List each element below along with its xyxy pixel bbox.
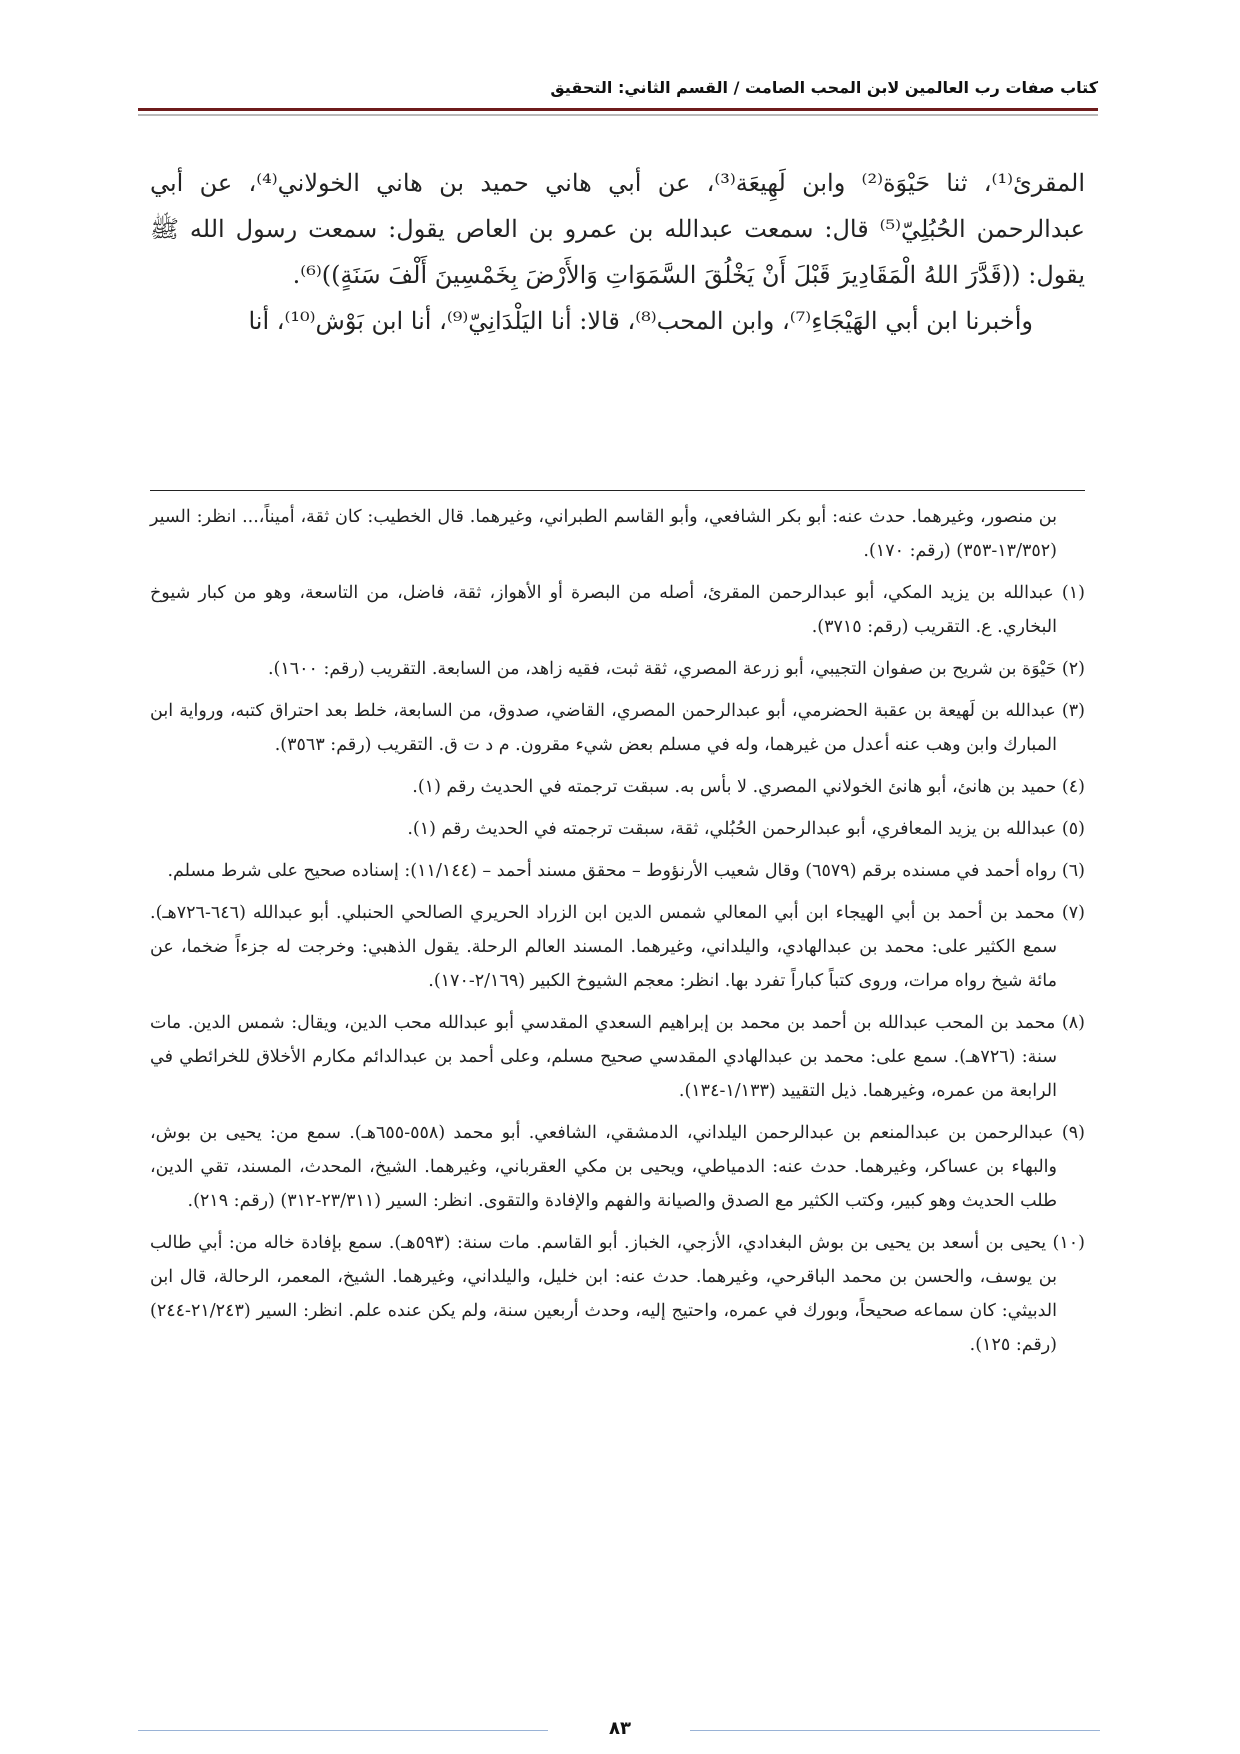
footnote-1: (١) عبدالله بن يزيد المكي، أبو عبدالرحمن المقرئ، أصله من البصرة أو الأهواز، ثقة، فاضل، من التاسعة، وهو من كبار شيوخ البخاري. ع. التقريب (رقم: ٣٧١٥). (150, 583, 1085, 637)
footnote-9: (٩) عبدالرحمن بن عبدالمنعم بن عبدالرحمن اليلداني، الدمشقي، الشافعي. أبو محمد (٥٥٨-٦٥٥هـ). سمع من: يحيى بن بوش، والبهاء بن عساكر، وغيرهما. حدث عنه: الدمياطي، ويحيى بن مكي العقرباني، وغيرهما. الشيخ، المحدث، المسند، تقي الدين، طلب الحديث وهو كبير، وكتب الكثير مع الصدق والصيانة والفهم والإفادة والتقوى. انظر: السير (٢٣/٣١١-٣١٢) (رقم: ٢١٩). (150, 1123, 1085, 1211)
footnote-6: (٦) رواه أحمد في مسنده برقم (٦٥٧٩) وقال شعيب الأرنؤوط – محقق مسند أحمد – (١١/١٤٤): إسناده صحيح على شرط مسلم. (167, 861, 1085, 881)
footnote-4: (٤) حميد بن هانئ، أبو هانئ الخولاني المصري. لا بأس به. سبقت ترجمته في الحديث رقم (١). (412, 777, 1085, 797)
page-number: ٨٣ (609, 1718, 631, 1739)
footnote-8: (٨) محمد بن المحب عبدالله بن أحمد بن محمد بن إبراهيم السعدي المقدسي أبو عبدالله محب الدين، ويقال: شمس الدين. مات سنة: (٧٢٦هـ). سمع على: محمد بن عبدالهادي المقدسي صحيح مسلم، وعلى أحمد بن عبدالدائم مكارم الأخلاق للخرائطي في الرابعة من عمره، وغيرهما. ذيل التقييد (١/١٣٣-١٣٤). (150, 1013, 1085, 1101)
footnote-2: (٢) حَيْوَة بن شريح بن صفوان التجيبي، أبو زرعة المصري، ثقة ثبت، فقيه زاهد، من السابعة. التقريب (رقم: ١٦٠٠). (267, 659, 1085, 679)
running-header: كتاب صفات رب العالمين لابن المحب الصامت / القسم الثاني: التحقيق (550, 78, 1098, 97)
footnote-separator (150, 490, 1085, 491)
footnote-3: (٣) عبدالله بن لَهيعة بن عقبة الحضرمي، أبو عبدالرحمن المصري، القاضي، صدوق، من السابعة، خلط بعد احتراق كتبه، ورواية ابن المبارك وابن وهب عنه أعدل من غيرهما، وله في مسلم بعض شيء مقرون. م د ت ق. التقريب (رقم: ٣٥٦٣). (150, 701, 1085, 755)
main-paragraph-1: المقرئ⁽¹⁾، ثنا حَيْوَة⁽²⁾ وابن لَهِيعَة⁽³⁾، عن أبي هاني حميد بن هاني الخولاني⁽⁴⁾، عن أبي عبدالرحمن الحُبُلِيّ⁽⁵⁾ قال: سمعت عبدالله بن عمرو بن العاص يقول: سمعت رسول الله ﷺ يقول: ((قَدَّرَ اللهُ الْمَقَادِيرَ قَبْلَ أَنْ يَخْلُقَ السَّمَوَاتِ وَالأَرْضَ بِخَمْسِينَ أَلْفَ سَنَةٍ))⁽⁶⁾. (150, 169, 1085, 289)
footer-rule-left (138, 1730, 548, 1731)
header-rule-dark (138, 108, 1098, 111)
header-rule-gray (138, 114, 1098, 116)
main-paragraph-2: وأخبرنا ابن أبي الهَيْجَاءِ⁽⁷⁾، وابن المحب⁽⁸⁾، قالا: أنا اليَلْدَانِيّ⁽⁹⁾، أنا ابن بَوْش⁽¹⁰⁾، أنا (248, 307, 1033, 335)
footnote-5: (٥) عبدالله بن يزيد المعافري، أبو عبدالرحمن الحُبُلي، ثقة، سبقت ترجمته في الحديث رقم (١). (407, 819, 1085, 839)
footnote-7: (٧) محمد بن أحمد بن أبي الهيجاء ابن أبي المعالي شمس الدين ابن الزراد الحريري الصالحي الحنبلي. أبو عبدالله (٦٤٦-٧٢٦هـ). سمع الكثير على: محمد بن عبدالهادي، واليلداني، وغيرهما. المسند العالم الرحلة. يقول الذهبي: وخرجت له جزءاً ضخما، عن مائة شيخ رواه مرات، وروى كتباً كباراً تفرد بها. انظر: معجم الشيوخ الكبير (٢/١٦٩-١٧٠). (150, 903, 1085, 991)
main-text (150, 160, 1085, 344)
footnote-10: (١٠) يحيى بن أسعد بن يحيى بن بوش البغدادي، الأزجي، الخباز. أبو القاسم. مات سنة: (٥٩٣هـ). سمع بإفادة خاله من: أبي طالب بن يوسف، والحسن بن محمد الباقرحي، وغيرهما. حدث عنه: ابن خليل، واليلداني، وغيرهما. الشيخ، المعمر، الرحالة، قال ابن الدبيثي: كان سماعه صحيحاً، وبورك في عمره، واحتيج إليه، وحدث أربعين سنة، ولم يكن عنده علم. انظر: السير (٢١/٢٤٣-٢٤٤) (رقم: ١٢٥). (150, 1233, 1085, 1355)
footnote-continuation: بن منصور، وغيرهما. حدث عنه: أبو بكر الشافعي، وأبو القاسم الطبراني، وغيرهما. قال الخطيب: كان ثقة، أميناً،... انظر: السير (١٣/٣٥٢-٣٥٣) (رقم: ١٧٠). (150, 507, 1057, 561)
footer-rule-right (690, 1730, 1100, 1731)
footnotes (150, 500, 1085, 1370)
